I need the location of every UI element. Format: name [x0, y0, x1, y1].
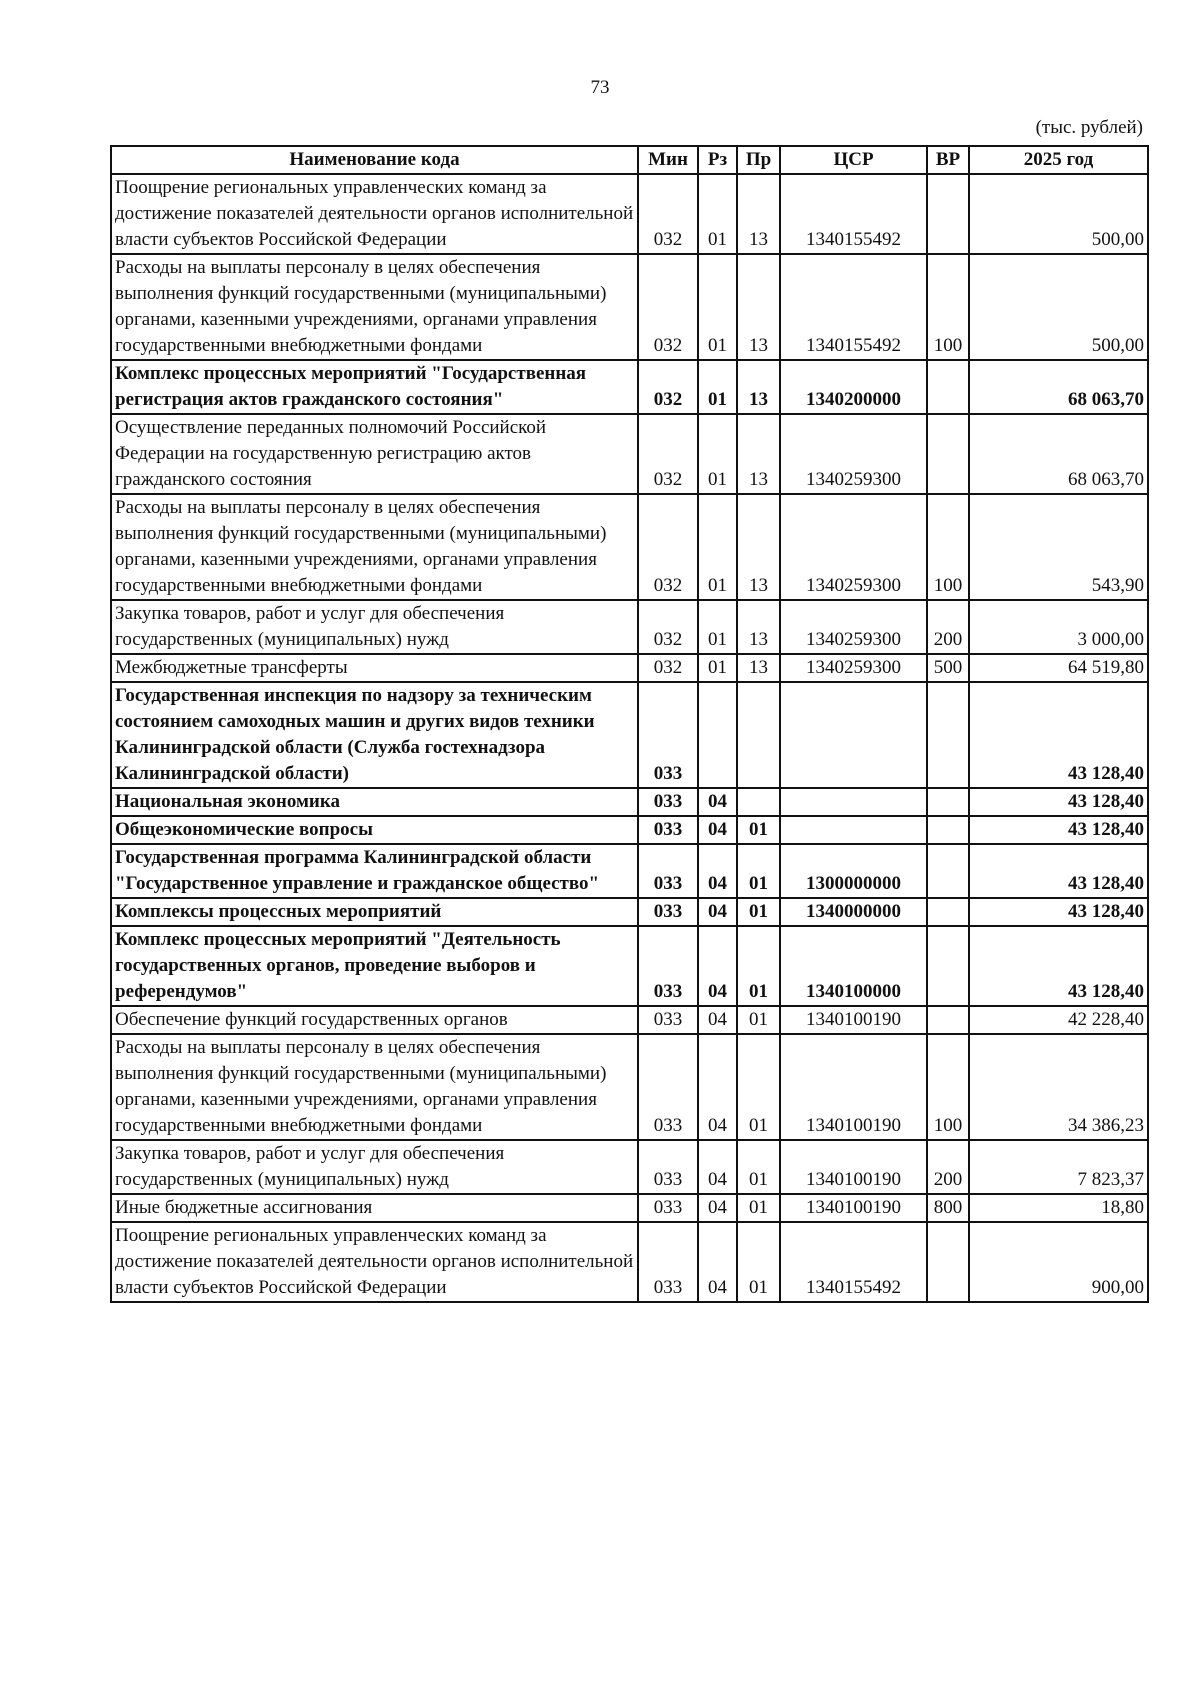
table-row — [111, 682, 1148, 788]
csr-cell: 1340000000 — [780, 898, 927, 926]
csr-cell: 1340259300 — [780, 600, 927, 654]
rz-cell: 04 — [698, 788, 737, 816]
rz-cell: 04 — [698, 1194, 737, 1222]
csr-cell: 1340100000 — [780, 926, 927, 1006]
rz-cell: 04 — [698, 926, 737, 1006]
pr-cell — [737, 788, 780, 816]
table-header-row — [111, 146, 1148, 174]
pr-cell: 01 — [737, 926, 780, 1006]
code-name-cell: Государственная инспекция по надзору за техническим состоянием самоходных машин и других видов техники Калининградской области (Служба гостехнадзора Калининградской области) — [111, 682, 638, 788]
csr-cell: 1340200000 — [780, 360, 927, 414]
pr-cell: 01 — [737, 1222, 780, 1302]
csr-cell: 1340100190 — [780, 1194, 927, 1222]
vr-cell: 100 — [927, 494, 969, 600]
table-row — [111, 898, 1148, 926]
vr-cell — [927, 174, 969, 254]
csr-cell — [780, 788, 927, 816]
header-name: Наименование кода — [111, 146, 638, 174]
amount-cell: 43 128,40 — [969, 898, 1148, 926]
rz-cell: 01 — [698, 254, 737, 360]
pr-cell: 13 — [737, 414, 780, 494]
csr-cell: 1340100190 — [780, 1006, 927, 1034]
vr-cell: 800 — [927, 1194, 969, 1222]
pr-cell: 13 — [737, 494, 780, 600]
table-row — [111, 1006, 1148, 1034]
vr-cell: 100 — [927, 254, 969, 360]
rz-cell: 01 — [698, 360, 737, 414]
min-cell: 033 — [638, 816, 698, 844]
rz-cell — [698, 682, 737, 788]
code-name-cell: Комплексы процессных мероприятий — [111, 898, 638, 926]
min-cell: 033 — [638, 1006, 698, 1034]
amount-cell: 68 063,70 — [969, 414, 1148, 494]
amount-cell: 18,80 — [969, 1194, 1148, 1222]
table-row — [111, 414, 1148, 494]
pr-cell: 13 — [737, 654, 780, 682]
vr-cell: 200 — [927, 600, 969, 654]
min-cell: 033 — [638, 682, 698, 788]
csr-cell — [780, 816, 927, 844]
min-cell: 033 — [638, 898, 698, 926]
code-name-cell: Государственная программа Калининградской области "Государственное управление и гражданское общество" — [111, 844, 638, 898]
table-row — [111, 654, 1148, 682]
header-csr: ЦСР — [780, 146, 927, 174]
code-name-cell: Осуществление переданных полномочий Российской Федерации на государственную регистрацию актов гражданского состояния — [111, 414, 638, 494]
code-name-cell: Межбюджетные трансферты — [111, 654, 638, 682]
header-min: Мин — [638, 146, 698, 174]
pr-cell — [737, 682, 780, 788]
min-cell: 033 — [638, 926, 698, 1006]
min-cell: 033 — [638, 844, 698, 898]
rz-cell: 04 — [698, 898, 737, 926]
csr-cell: 1340155492 — [780, 174, 927, 254]
rz-cell: 04 — [698, 816, 737, 844]
csr-cell: 1300000000 — [780, 844, 927, 898]
code-name-cell: Обеспечение функций государственных органов — [111, 1006, 638, 1034]
min-cell: 033 — [638, 788, 698, 816]
code-name-cell: Поощрение региональных управленческих команд за достижение показателей деятельности органов исполнительной власти субъектов Российской Федерации — [111, 1222, 638, 1302]
pr-cell: 13 — [737, 360, 780, 414]
pr-cell: 01 — [737, 816, 780, 844]
csr-cell: 1340155492 — [780, 254, 927, 360]
amount-cell: 64 519,80 — [969, 654, 1148, 682]
amount-cell: 43 128,40 — [969, 682, 1148, 788]
table-row — [111, 254, 1148, 360]
amount-cell: 500,00 — [969, 174, 1148, 254]
rz-cell: 04 — [698, 1006, 737, 1034]
table-row — [111, 788, 1148, 816]
code-name-cell: Поощрение региональных управленческих команд за достижение показателей деятельности органов исполнительной власти субъектов Российской Федерации — [111, 174, 638, 254]
min-cell: 032 — [638, 174, 698, 254]
rz-cell: 01 — [698, 654, 737, 682]
rz-cell: 04 — [698, 844, 737, 898]
table-row — [111, 494, 1148, 600]
rz-cell: 04 — [698, 1140, 737, 1194]
pr-cell: 13 — [737, 600, 780, 654]
code-name-cell: Комплекс процессных мероприятий "Государственная регистрация актов гражданского состояния" — [111, 360, 638, 414]
budget-table — [110, 145, 1149, 1303]
amount-cell: 7 823,37 — [969, 1140, 1148, 1194]
min-cell: 033 — [638, 1222, 698, 1302]
code-name-cell: Общеэкономические вопросы — [111, 816, 638, 844]
csr-cell: 1340259300 — [780, 654, 927, 682]
vr-cell — [927, 816, 969, 844]
code-name-cell: Расходы на выплаты персоналу в целях обеспечения выполнения функций государственными (муниципальными) органами, казенными учреждениями, органами управления государственными внебюджетными фондами — [111, 1034, 638, 1140]
pr-cell: 01 — [737, 844, 780, 898]
amount-cell: 543,90 — [969, 494, 1148, 600]
pr-cell: 01 — [737, 898, 780, 926]
amount-cell: 42 228,40 — [969, 1006, 1148, 1034]
min-cell: 033 — [638, 1140, 698, 1194]
pr-cell: 01 — [737, 1194, 780, 1222]
vr-cell — [927, 844, 969, 898]
vr-cell — [927, 898, 969, 926]
csr-cell: 1340259300 — [780, 494, 927, 600]
csr-cell — [780, 682, 927, 788]
vr-cell: 200 — [927, 1140, 969, 1194]
code-name-cell: Иные бюджетные ассигнования — [111, 1194, 638, 1222]
pr-cell: 01 — [737, 1034, 780, 1140]
min-cell: 032 — [638, 600, 698, 654]
table-row — [111, 1140, 1148, 1194]
min-cell: 032 — [638, 414, 698, 494]
amount-cell: 500,00 — [969, 254, 1148, 360]
code-name-cell: Расходы на выплаты персоналу в целях обеспечения выполнения функций государственными (муниципальными) органами, казенными учреждениями, органами управления государственными внебюджетными фондами — [111, 494, 638, 600]
csr-cell: 1340100190 — [780, 1034, 927, 1140]
table-row — [111, 360, 1148, 414]
min-cell: 032 — [638, 360, 698, 414]
vr-cell — [927, 682, 969, 788]
rz-cell: 01 — [698, 174, 737, 254]
min-cell: 032 — [638, 254, 698, 360]
code-name-cell: Расходы на выплаты персоналу в целях обеспечения выполнения функций государственными (муниципальными) органами, казенными учреждениями, органами управления государственными внебюджетными фондами — [111, 254, 638, 360]
pr-cell: 13 — [737, 174, 780, 254]
unit-note: (тыс. рублей) — [1035, 117, 1143, 138]
vr-cell — [927, 1222, 969, 1302]
amount-cell: 43 128,40 — [969, 788, 1148, 816]
rz-cell: 01 — [698, 414, 737, 494]
csr-cell: 1340155492 — [780, 1222, 927, 1302]
table-row — [111, 1222, 1148, 1302]
vr-cell: 100 — [927, 1034, 969, 1140]
table-row — [111, 600, 1148, 654]
table-row — [111, 1194, 1148, 1222]
rz-cell: 01 — [698, 494, 737, 600]
table-row — [111, 1034, 1148, 1140]
header-year: 2025 год — [969, 146, 1148, 174]
page-number: 73 — [590, 77, 610, 98]
vr-cell: 500 — [927, 654, 969, 682]
code-name-cell: Закупка товаров, работ и услуг для обеспечения государственных (муниципальных) нужд — [111, 1140, 638, 1194]
rz-cell: 04 — [698, 1222, 737, 1302]
pr-cell: 01 — [737, 1006, 780, 1034]
code-name-cell: Комплекс процессных мероприятий "Деятельность государственных органов, проведение выборов и референдумов" — [111, 926, 638, 1006]
vr-cell — [927, 414, 969, 494]
table-row — [111, 844, 1148, 898]
min-cell: 033 — [638, 1194, 698, 1222]
amount-cell: 3 000,00 — [969, 600, 1148, 654]
vr-cell — [927, 1006, 969, 1034]
amount-cell: 43 128,40 — [969, 844, 1148, 898]
header-vr: ВР — [927, 146, 969, 174]
min-cell: 033 — [638, 1034, 698, 1140]
min-cell: 032 — [638, 494, 698, 600]
pr-cell: 13 — [737, 254, 780, 360]
vr-cell — [927, 788, 969, 816]
min-cell: 032 — [638, 654, 698, 682]
vr-cell — [927, 360, 969, 414]
amount-cell: 34 386,23 — [969, 1034, 1148, 1140]
table-row — [111, 926, 1148, 1006]
rz-cell: 04 — [698, 1034, 737, 1140]
amount-cell: 68 063,70 — [969, 360, 1148, 414]
rz-cell: 01 — [698, 600, 737, 654]
header-pr: Пр — [737, 146, 780, 174]
amount-cell: 43 128,40 — [969, 816, 1148, 844]
header-rz: Рз — [698, 146, 737, 174]
code-name-cell: Закупка товаров, работ и услуг для обеспечения государственных (муниципальных) нужд — [111, 600, 638, 654]
csr-cell: 1340259300 — [780, 414, 927, 494]
table-row — [111, 816, 1148, 844]
csr-cell: 1340100190 — [780, 1140, 927, 1194]
pr-cell: 01 — [737, 1140, 780, 1194]
vr-cell — [927, 926, 969, 1006]
table-row — [111, 174, 1148, 254]
amount-cell: 43 128,40 — [969, 926, 1148, 1006]
amount-cell: 900,00 — [969, 1222, 1148, 1302]
code-name-cell: Национальная экономика — [111, 788, 638, 816]
